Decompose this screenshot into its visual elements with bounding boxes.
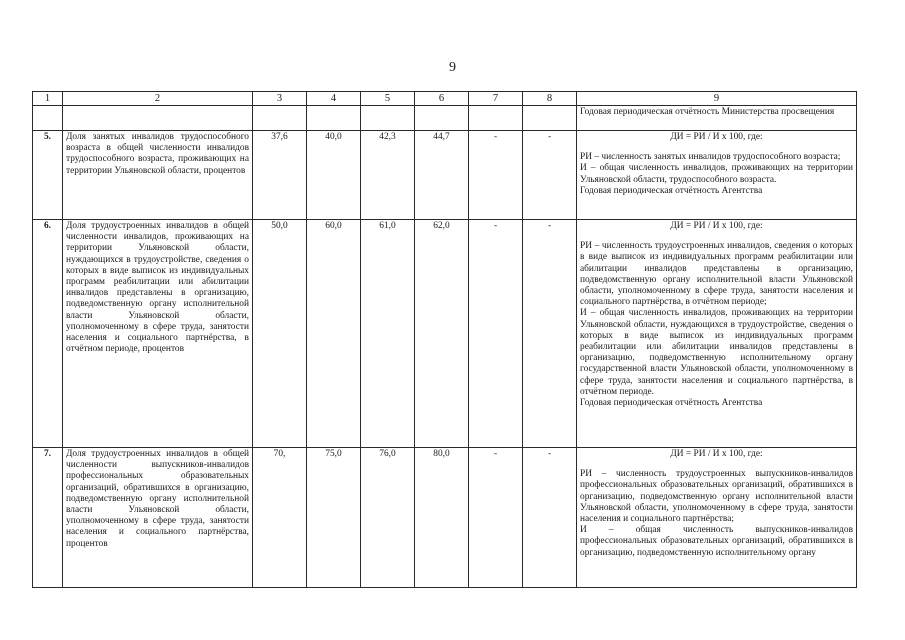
value-cell: - bbox=[469, 220, 523, 448]
formula: ДИ = РИ / И х 100, где: bbox=[670, 449, 763, 459]
value-cell: 76,0 bbox=[361, 448, 415, 588]
column-header: 5 bbox=[361, 92, 415, 106]
value-cell: - bbox=[469, 448, 523, 588]
table-row bbox=[33, 220, 857, 448]
value-cell: 70, bbox=[253, 448, 307, 588]
value-cell: 80,0 bbox=[415, 448, 469, 588]
source-text: Годовая периодическая отчётность Министерства просвещения bbox=[577, 106, 857, 131]
value-cell: - bbox=[523, 448, 577, 588]
column-header: 7 bbox=[469, 92, 523, 106]
value-cell: - bbox=[469, 131, 523, 220]
value-cell: - bbox=[523, 220, 577, 448]
value-cell: 40,0 bbox=[307, 131, 361, 220]
definition: И – общая численность инвалидов, проживающих на территории Ульяновской области, трудоспособного возраста. bbox=[580, 163, 853, 185]
source-text: Годовая периодическая отчётность Агентства bbox=[580, 185, 763, 196]
formula: ДИ = РИ / И х 100, где: bbox=[670, 221, 763, 231]
indicator-name: Доля трудоустроенных инвалидов в общей численности инвалидов, проживающих на территории Ульяновской области, нуждающихся в трудоустройстве, сведения о которых в виде выписок из индивидуальных программ реабилитации или абилитации инвалидов представлены в организацию, подведомственную органу исполнительной власти Ульяновской области, уполномоченному в сфере труда, занятости населения и социального партнёрства, в отчётном периоде, процентов bbox=[63, 220, 253, 448]
definition: РИ – численность трудоустроенных выпускников-инвалидов профессиональных образовательных организаций, обратившихся в организацию, подведомственную органу исполнительной власти Ульяновской области, уполномоченному в сфере труда, занятости населения и социального партнёрства; bbox=[580, 469, 853, 525]
column-header: 4 bbox=[307, 92, 361, 106]
value-cell: 75,0 bbox=[307, 448, 361, 588]
indicator-name: Доля занятых инвалидов трудоспособного возраста в общей численности инвалидов трудоспособного возраста, проживающих на территории Ульяновской области, процентов bbox=[63, 131, 253, 220]
column-header: 3 bbox=[253, 92, 307, 106]
column-header: 1 bbox=[33, 92, 63, 106]
column-header: 6 bbox=[415, 92, 469, 106]
definition: РИ – численность занятых инвалидов трудоспособного возраста; bbox=[580, 152, 841, 163]
column-number-row bbox=[33, 92, 857, 106]
value-cell: 60,0 bbox=[307, 220, 361, 448]
calculation-method bbox=[577, 448, 857, 588]
column-header: 2 bbox=[63, 92, 253, 106]
continuation-row bbox=[33, 106, 857, 131]
calculation-method bbox=[577, 131, 857, 220]
value-cell: 62,0 bbox=[415, 220, 469, 448]
value-cell: 42,3 bbox=[361, 131, 415, 220]
indicator-name: Доля трудоустроенных инвалидов в общей численности выпускников-инвалидов профессиональных образовательных организаций, обратившихся в организацию, подведомственную органу исполнительной власти Ульяновской области, уполномоченному в сфере труда, занятости населения и социального партнёрства, процентов bbox=[63, 448, 253, 588]
page-number: 9 bbox=[449, 60, 456, 75]
column-header: 9 bbox=[577, 92, 857, 106]
value-cell: 37,6 bbox=[253, 131, 307, 220]
calculation-method bbox=[577, 220, 857, 448]
source-text: Годовая периодическая отчётность Агентства bbox=[580, 398, 763, 409]
definition: И – общая численность инвалидов, проживающих на территории Ульяновской области, нуждающихся в трудоустройстве, сведения о которых в виде выписок из индивидуальных программ реабилитации или абилитации инвалидов представлены в организацию, подведомственную исполнительному органу государственной власти Ульяновской области, уполномоченному в сфере труда, занятости населения и социального партнёрства, в отчётном периоде. bbox=[580, 308, 853, 397]
table-row bbox=[33, 131, 857, 220]
value-cell: 61,0 bbox=[361, 220, 415, 448]
value-cell: - bbox=[523, 131, 577, 220]
row-index: 5. bbox=[33, 131, 63, 220]
row-index: 6. bbox=[33, 220, 63, 448]
definition: РИ – численность трудоустроенных инвалидов, сведения о которых в виде выписок из индивидуальных программ реабилитации или абилитации инвалидов представлены в организацию, подведомственную органу исполнительной власти Ульяновской области, уполномоченному в сфере труда, занятости населения и социального партнёрства, в отчётном периоде; bbox=[580, 241, 853, 308]
row-index: 7. bbox=[33, 448, 63, 588]
value-cell: 44,7 bbox=[415, 131, 469, 220]
definition: И – общая численность выпускников-инвалидов профессиональных образовательных организаций, обратившихся в организацию, подведомственную исполнительному органу bbox=[580, 525, 853, 558]
formula: ДИ = РИ / И х 100, где: bbox=[670, 132, 763, 142]
column-header: 8 bbox=[523, 92, 577, 106]
indicators-table bbox=[32, 91, 857, 588]
value-cell: 50,0 bbox=[253, 220, 307, 448]
table-row bbox=[33, 448, 857, 588]
